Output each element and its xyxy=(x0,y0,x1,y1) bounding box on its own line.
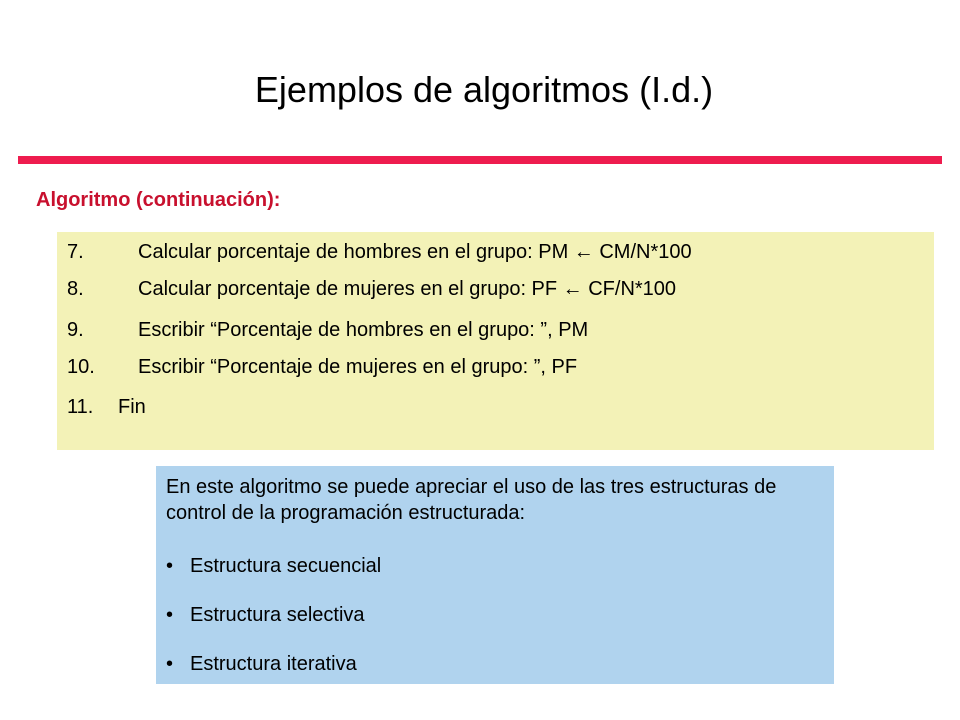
step-text: Fin xyxy=(118,396,146,418)
step-text: Escribir “Porcentaje de mujeres en el grupo: ”, PF xyxy=(138,356,578,378)
note-intro-text: En este algoritmo se puede apreciar el uso de las tres estructuras de control de la programación estructurada: xyxy=(166,476,777,524)
step-number: 7. xyxy=(67,241,84,263)
step-text: Calcular porcentaje de hombres en el grupo: PM ← CM/N*100 xyxy=(138,241,692,263)
step-number: 10. xyxy=(67,356,95,378)
bullet-icon: • xyxy=(166,555,174,577)
list-item-label: Estructura selectiva xyxy=(190,604,365,626)
step-number: 11. xyxy=(67,396,94,418)
section-heading: Algoritmo (continuación): xyxy=(36,189,281,211)
list-item-label: Estructura iterativa xyxy=(190,653,357,675)
control-structures-note xyxy=(156,466,834,684)
algorithm-steps-box xyxy=(57,232,934,450)
step-text: Escribir “Porcentaje de hombres en el grupo: ”, PM xyxy=(138,319,589,341)
step-number: 8. xyxy=(67,278,84,300)
title-divider xyxy=(18,156,942,164)
step-text: Calcular porcentaje de mujeres en el grupo: PF ← CF/N*100 xyxy=(138,278,677,300)
step-number: 9. xyxy=(67,319,84,341)
bullet-icon: • xyxy=(166,653,174,675)
list-item-label: Estructura secuencial xyxy=(190,555,382,577)
bullet-icon: • xyxy=(166,604,174,626)
slide-title: Ejemplos de algoritmos (I.d.) xyxy=(254,69,714,110)
